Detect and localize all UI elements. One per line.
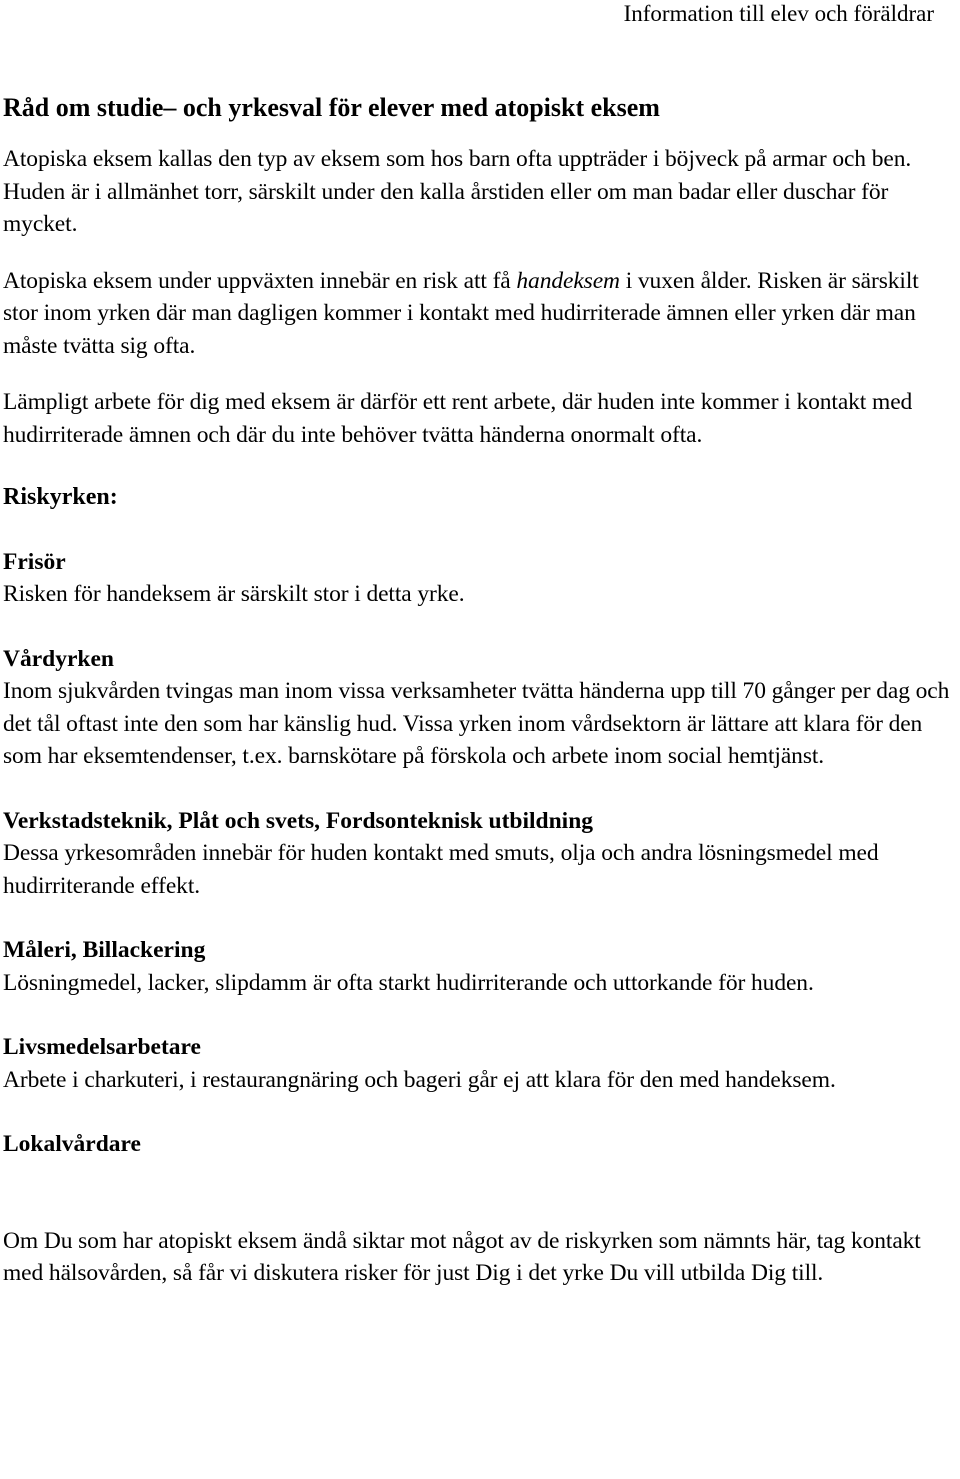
document-body: [3, 88, 955, 1290]
intro-paragraph-1: Atopiska eksem kallas den typ av eksem som hos barn ofta uppträder i böjveck på armar och ben. Huden är i allmänhet torr, särskilt under den kalla årstiden eller om man badar eller duschar för mycket.: [3, 146, 912, 237]
section-vardyrken: [3, 643, 955, 773]
section-lokalvard: [3, 1128, 955, 1161]
intro-paragraph-2-start: Atopiska eksem under uppväxten innebär en risk att få: [3, 267, 517, 294]
handeksem-term: handeksem: [516, 267, 620, 294]
document-title: Råd om studie– och yrkesval för elever med atopiskt eksem: [3, 93, 660, 122]
section-heading: Lokalvårdare: [3, 1131, 141, 1157]
section-maleri: [3, 934, 955, 999]
section-heading: Verkstadsteknik, Plåt och svets, Fordsonteknisk utbildning: [3, 807, 594, 834]
section-text: Risken för handeksem är särskilt stor i detta yrke.: [3, 581, 465, 607]
section-heading: Livsmedelsarbetare: [3, 1034, 201, 1060]
section-heading: Måleri, Billackering: [3, 937, 206, 963]
section-frisor: [3, 546, 955, 611]
section-text: Arbete i charkuteri, i restaurangnäring och bageri går ej att klara för den med handeksem.: [3, 1066, 836, 1093]
intro-paragraph-2-end: i vuxen ålder. Risken är särskilt stor inom yrken där man dagligen kommer i kontakt med hudirriterade ämnen eller yrken där man måste tvätta sig ofta.: [3, 267, 919, 359]
intro-paragraph-3: Lämpligt arbete för dig med eksem är därför ett rent arbete, där huden inte kommer i kontakt med hudirriterade ämnen och där du inte behöver tvätta händerna onormalt ofta.: [3, 389, 913, 448]
intro-paragraph-2: [3, 265, 955, 363]
section-text: Inom sjukvården tvingas man inom vissa verksamheter tvätta händerna upp till 70 gånger per dag och det tål oftast inte den som har känslig hud. Vissa yrken inom vårdsektorn är lättare att klara för den som har eksemtendenser, t.ex. barnskötare på förskola och arbete inom social hemtjänst.: [3, 678, 950, 769]
section-heading: Vårdyrken: [3, 645, 114, 672]
document-header: Information till elev och föräldrar: [623, 1, 934, 26]
section-verkstad: [3, 805, 955, 903]
risk-heading: Riskyrken:: [3, 484, 118, 510]
section-livsmedel: [3, 1031, 955, 1096]
closing-paragraph: Om Du som har atopiskt eksem ändå siktar mot något av de riskyrken som nämnts här, tag kontakt med hälsovården, så får vi diskutera risker för just Dig i det yrke Du vill utbilda Dig till.: [3, 1227, 921, 1286]
section-text: Dessa yrkesområden innebär för huden kontakt med smuts, olja och andra lösningsmedel med hudirriterande effekt.: [3, 840, 879, 899]
section-heading: Frisör: [3, 548, 66, 575]
section-text: Lösningmedel, lacker, slipdamm är ofta starkt hudirriterande och uttorkande för huden.: [3, 969, 814, 996]
